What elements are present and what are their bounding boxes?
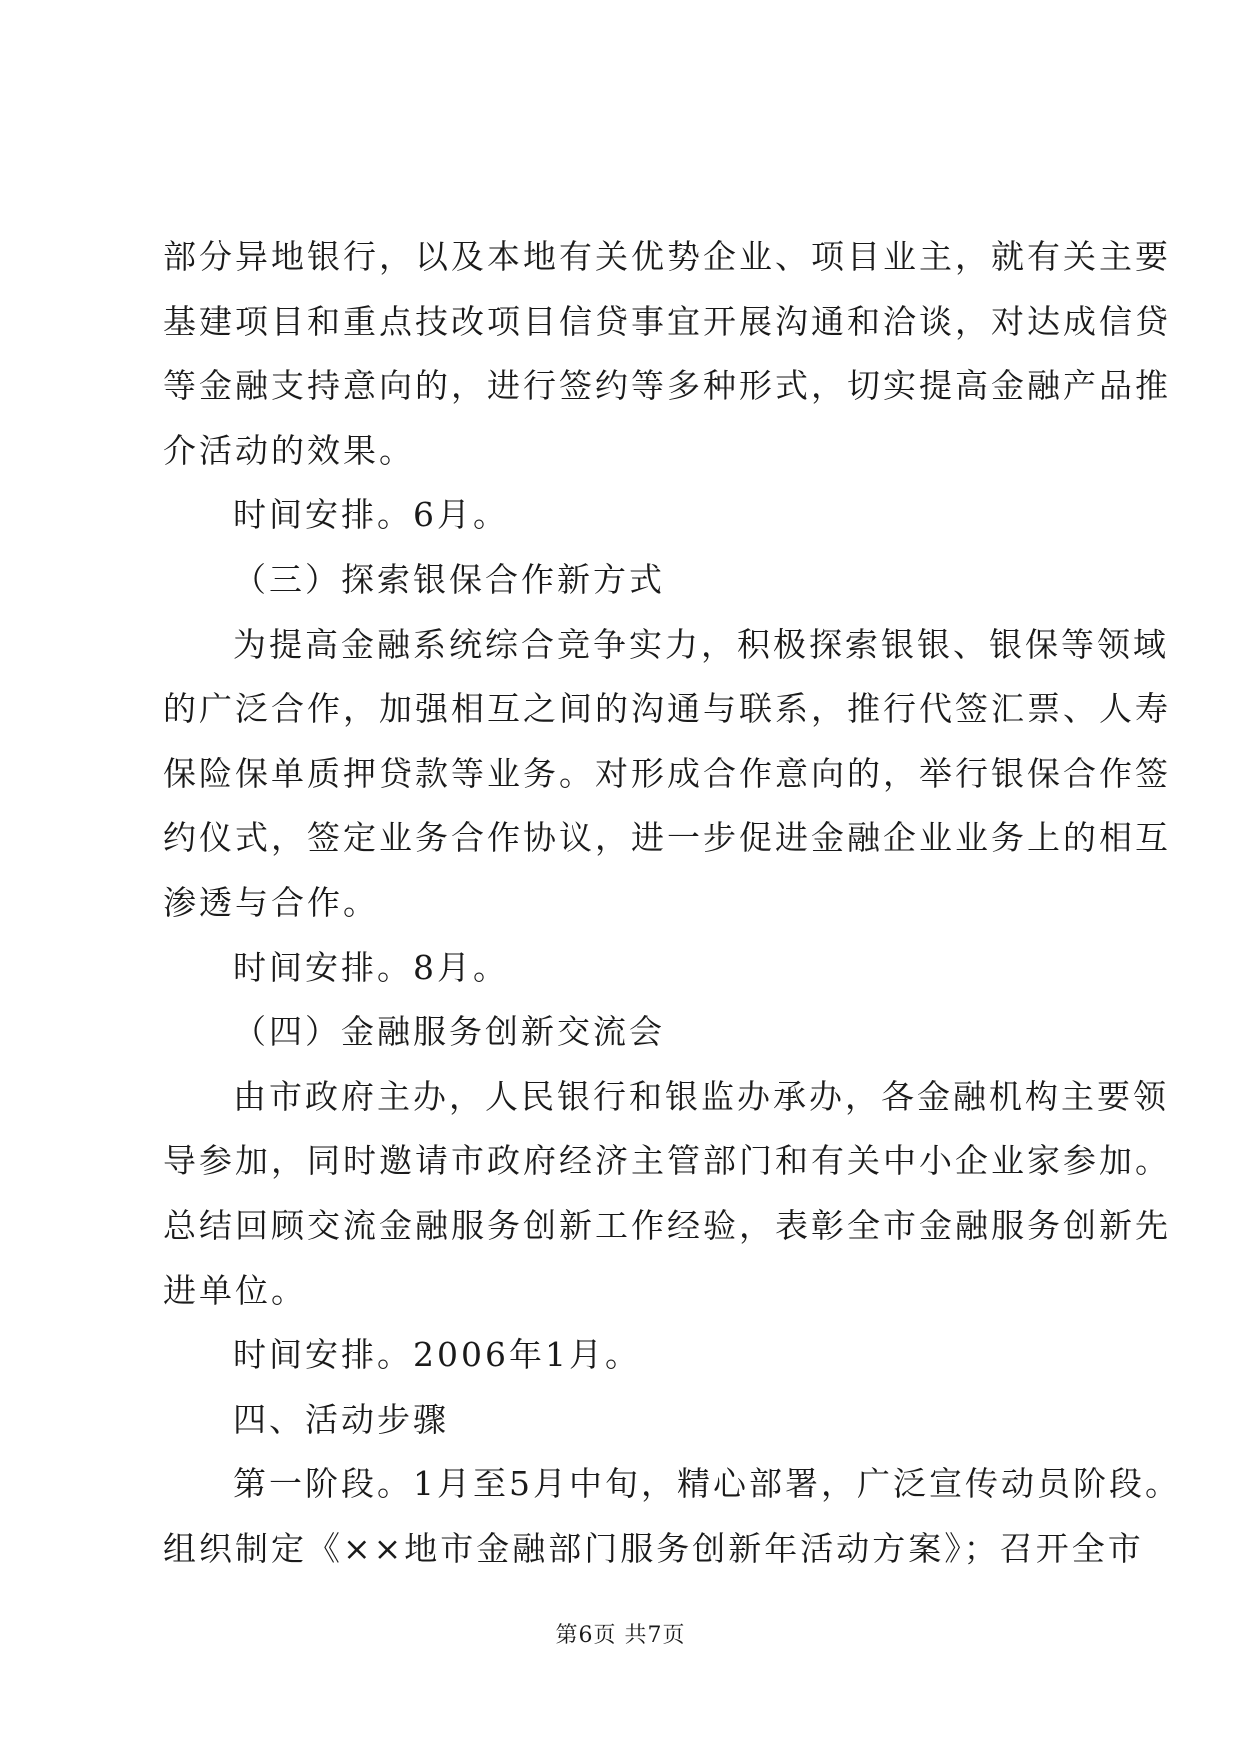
schedule-line: 时间安排。8月。 (233, 947, 509, 987)
document-body (163, 225, 1181, 1581)
paragraph-line: 总结回顾交流金融服务创新工作经验，表彰全市金融服务创新先 (163, 1205, 1171, 1245)
paragraph-line: 介活动的效果。 (163, 430, 415, 470)
section-heading: 四、活动步骤 (233, 1399, 449, 1439)
section-heading: （三）探索银保合作新方式 (233, 559, 665, 599)
paragraph-line: 导参加，同时邀请市政府经济主管部门和有关中小企业家参加。 (163, 1141, 1171, 1181)
paragraph-line: 渗透与合作。 (163, 882, 379, 922)
schedule-line: 时间安排。6月。 (233, 495, 509, 535)
paragraph-line: 约仪式，签定业务合作协议，进一步促进金融企业业务上的相互 (163, 818, 1171, 858)
paragraph-line: 由市政府主办，人民银行和银监办承办，各金融机构主要领 (233, 1076, 1169, 1116)
paragraph-line: 组织制定《××地市金融部门服务创新年活动方案》；召开全市 (163, 1528, 1144, 1568)
paragraph-line: 为提高金融系统综合竞争实力，积极探索银银、银保等领域 (233, 624, 1169, 664)
section-heading: （四）金融服务创新交流会 (233, 1012, 665, 1052)
page-number-footer: 第6页 共7页 (555, 1623, 686, 1648)
paragraph-line: 部分异地银行，以及本地有关优势企业、项目业主，就有关主要 (163, 237, 1171, 276)
paragraph-line: 保险保单质押贷款等业务。对形成合作意向的，举行银保合作签 (163, 753, 1171, 793)
paragraph-line: 的广泛合作，加强相互之间的沟通与联系，推行代签汇票、人寿 (163, 689, 1171, 729)
paragraph-line: 第一阶段。1月至5月中旬，精心部署，广泛宣传动员阶段。 (233, 1464, 1181, 1504)
schedule-line: 时间安排。2006年1月。 (233, 1335, 641, 1375)
paragraph-line: 基建项目和重点技改项目信贷事宜开展沟通和洽谈，对达成信贷 (163, 301, 1171, 341)
paragraph-line: 等金融支持意向的，进行签约等多种形式，切实提高金融产品推 (163, 366, 1171, 406)
paragraph-line: 进单位。 (163, 1270, 307, 1310)
